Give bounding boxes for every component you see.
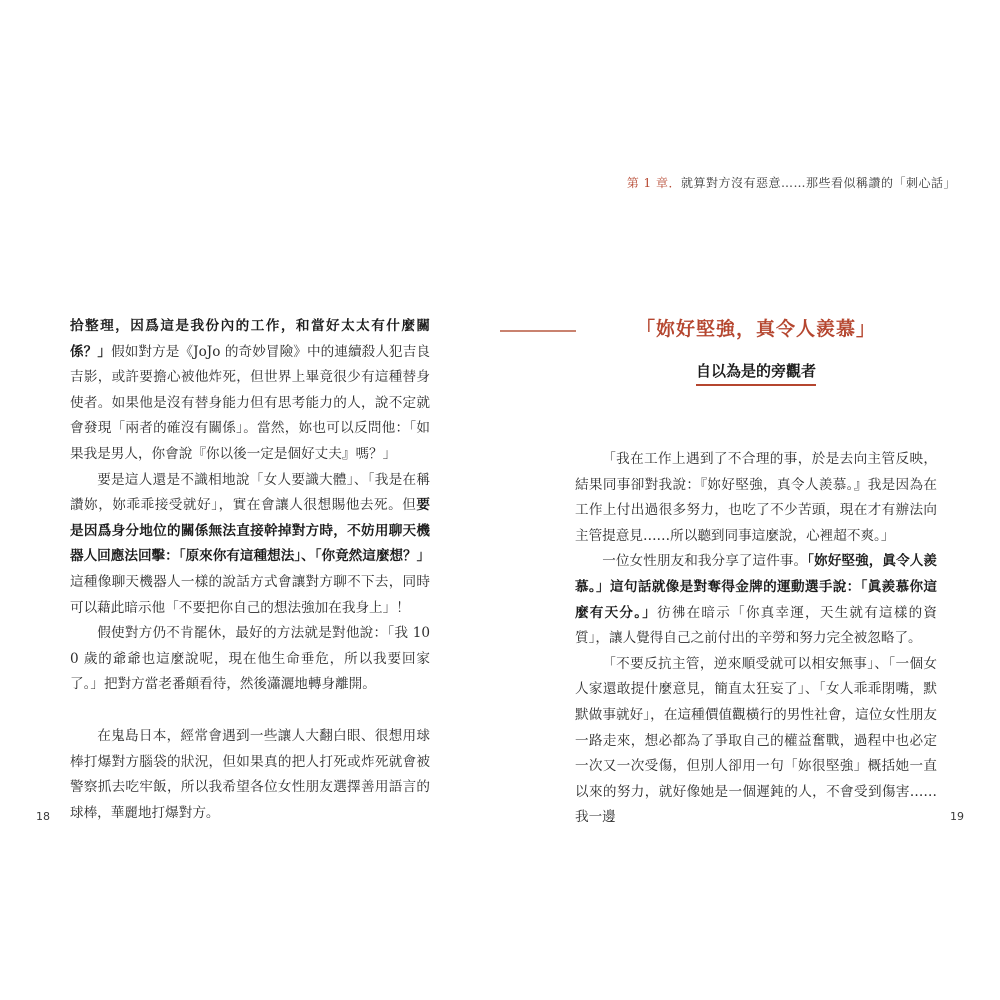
chapter-label: 第 1 章 xyxy=(626,176,669,190)
paragraph-gap xyxy=(70,698,430,724)
right-paragraph-1 xyxy=(575,447,937,549)
section-subtitle xyxy=(596,360,916,386)
left-paragraph-1 xyxy=(70,314,430,468)
right-page-body xyxy=(575,447,937,831)
right-paragraph-3 xyxy=(575,652,937,831)
heading-rule xyxy=(500,330,576,332)
body-text: 在鬼島日本，經常會遇到一些讓人大翻白眼、很想用球棒打爆對方腦袋的狀況，但如果真的把人打死或炸死就會被警察抓去吃牢飯，所以我希望各位女性朋友選擇善用語言的球棒，華麗地打爆對方。 xyxy=(70,727,430,821)
right-paragraph-2 xyxy=(575,549,937,651)
header-separator: ． xyxy=(668,176,681,190)
left-page-body xyxy=(70,314,430,826)
body-text: 彷彿在暗示「你真幸運，天生就有這樣的資質」，讓人覺得自己之前付出的辛勞和努力完全被忽略了。 xyxy=(575,604,938,647)
bold-text: 要是因爲身分地位的關係無法直接幹掉對方時，不妨用聊天機器人回應法回擊：「原來你有這種想法」、「你竟然這麼想？」 xyxy=(70,497,431,565)
body-text: 假如對方是《JoJo 的奇妙冒險》中的連續殺人犯吉良吉影，或許要擔心被他炸死，但世界上畢竟很少有這種替身使者。如果他是沒有替身能力但有思考能力的人，說不定就會發現「兩者的確沒有關係」。當然，妳也可以反問他：「如果我是男人，你會說『你以後一定是個好丈夫』嗎？」 xyxy=(70,343,431,462)
body-text: 「我在工作上遇到了不合理的事，於是去向主管反映，結果同事卻對我說：『妳好堅強，真令人羨慕。』我是因為在工作上付出過很多努力，也吃了不少苦頭，現在才有辦法向主管提意見……所以聽到同事這麼說，心裡超不爽。」 xyxy=(575,451,937,544)
body-text: 這種像聊天機器人一樣的說話方式會讓對方聊不下去，同時可以藉此暗示他「不要把你自己的想法強加在我身上」！ xyxy=(70,573,430,616)
section-subtitle-text: 自以為是的旁觀者 xyxy=(696,360,816,386)
body-text: 一位女性朋友和我分享了這件事。 xyxy=(602,553,808,570)
right-page-number: 19 xyxy=(950,810,964,823)
bold-text: 拾整理，因爲這是我份內的工作，和當好太太有什麼關係？」 xyxy=(70,318,430,360)
bold-text: 「妳好堅強，眞令人羨慕。」這句話就像是對奪得金牌的運動選手說：「眞羨慕你這麼有天分。」 xyxy=(575,553,938,621)
left-paragraph-3 xyxy=(70,621,430,698)
running-header xyxy=(627,174,956,191)
body-text: 要是這人還是不識相地說「女人要識大體」、「我是在稱讚妳，妳乖乖接受就好」，實在會讓人很想賜他去死。但 xyxy=(70,471,430,514)
left-paragraph-2 xyxy=(70,468,430,622)
body-text: 假使對方仍不肯罷休，最好的方法就是對他說：「我 100 歲的爺爺也這麼說呢，現在他生命垂危，所以我要回家了。」把對方當老番顛看待，然後瀟灑地轉身離開。 xyxy=(70,625,430,693)
section-title: 「妳好堅強，真令人羨慕」 xyxy=(635,318,876,340)
chapter-title: 就算對方沒有惡意……那些看似稱讚的「刺心話」 xyxy=(680,176,956,190)
left-paragraph-4 xyxy=(70,724,430,826)
body-text: 「不要反抗主管，逆來順受就可以相安無事」、「一個女人家還敢提什麼意見，簡直太狂妄了」、「女人乖乖閉嘴，默默做事就好」，在這種價值觀橫行的男性社會，這位女性朋友一路走來，想必都為了爭取自己的權益奮戰，過程中也必定一次又一次受傷，但別人卻用一句「妳很堅強」概括她一直以來的努力，就好像她是一個遲鈍的人，不會受到傷害……我一邊 xyxy=(575,655,937,826)
left-page-number: 18 xyxy=(36,810,50,823)
